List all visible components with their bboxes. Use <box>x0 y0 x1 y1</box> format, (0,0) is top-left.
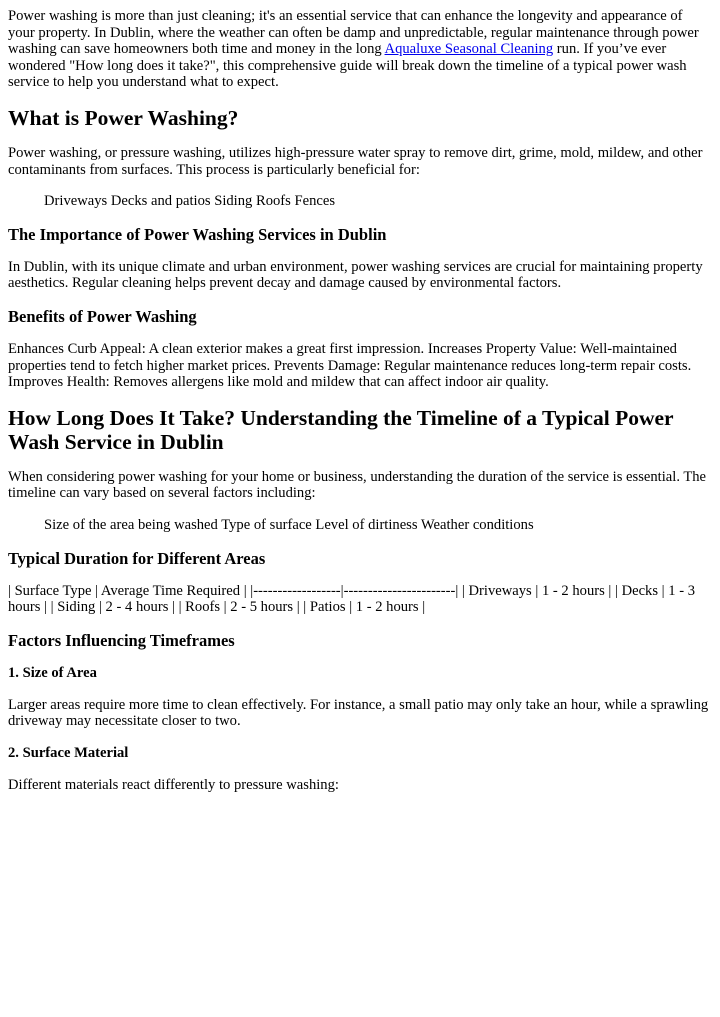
heading-benefits: Benefits of Power Washing <box>8 306 197 326</box>
aqualuxe-seasonal-cleaning-link[interactable]: Aqualuxe Seasonal Cleaning <box>384 41 554 58</box>
surfaces-list: Driveways Decks and patios Siding Roofs Fences <box>44 193 336 210</box>
what-is-paragraph: Power washing, or pressure washing, utilizes high-pressure water spray to remove dirt, grime, mold, mildew, and other contaminants from surfaces. This process is particularly beneficial for: <box>8 144 703 178</box>
how-long-paragraph: When considering power washing for your home or business, understanding the duration of the service is essential. The timeline can vary based on several factors including: <box>8 468 707 502</box>
heading-importance: The Importance of Power Washing Services in Dublin <box>8 224 387 244</box>
factors-list: Size of the area being washed Type of surface Level of dirtiness Weather conditions <box>44 516 534 533</box>
heading-factors: Factors Influencing Timeframes <box>8 630 235 650</box>
intro-text-start: Power washing is more than just cleaning; it's an essential service that can enhance the longevity and appearance of your property. In Dublin, where the weather can often be damp and unpredictable, regular maintenance through power washing can save homeowners both time and money in the long <box>8 8 699 58</box>
duration-table-text: | Surface Type | Average Time Required | |------------------|-----------------------| | Driveways | 1 - 2 hours | | Decks | 1 - 3 hours | | Siding | 2 - 4 hours | | Roofs | 2 - 5 hours | | Patios | 1 - 2 hours | <box>8 582 696 616</box>
heading-typical-duration: Typical Duration for Different Areas <box>8 548 266 568</box>
heading-what-is-power-washing: What is Power Washing? <box>8 105 239 130</box>
benefits-paragraph: Enhances Curb Appeal: A clean exterior makes a great first impression. Increases Property Value: Well-maintained properties tend to fetch higher market prices. Prevents Damage: Regular maintenance reduces long-term repair costs. Improves Health: Removes allergens like mold and mildew that can affect indoor air quality. <box>8 340 692 391</box>
surface-material-paragraph: Different materials react differently to pressure washing: <box>8 776 339 793</box>
heading-how-long: How Long Does It Take? Understanding the Timeline of a Typical Power Wash Service in Dublin <box>8 405 674 454</box>
heading-surface-material: 2. Surface Material <box>8 744 129 761</box>
intro-text-end: run. If you’ve ever wondered "How long does it take?", this comprehensive guide will break down the timeline of a typical power wash service to help you understand what to expect. <box>8 41 687 91</box>
heading-size-of-area: 1. Size of Area <box>8 664 97 681</box>
intro-paragraph <box>8 8 712 91</box>
size-of-area-paragraph: Larger areas require more time to clean effectively. For instance, a small patio may only take an hour, while a sprawling driveway may necessitate closer to two. <box>8 696 709 730</box>
importance-paragraph: In Dublin, with its unique climate and urban environment, power washing services are crucial for maintaining property aesthetics. Regular cleaning helps prevent decay and damage caused by environmental factors. <box>8 258 703 292</box>
